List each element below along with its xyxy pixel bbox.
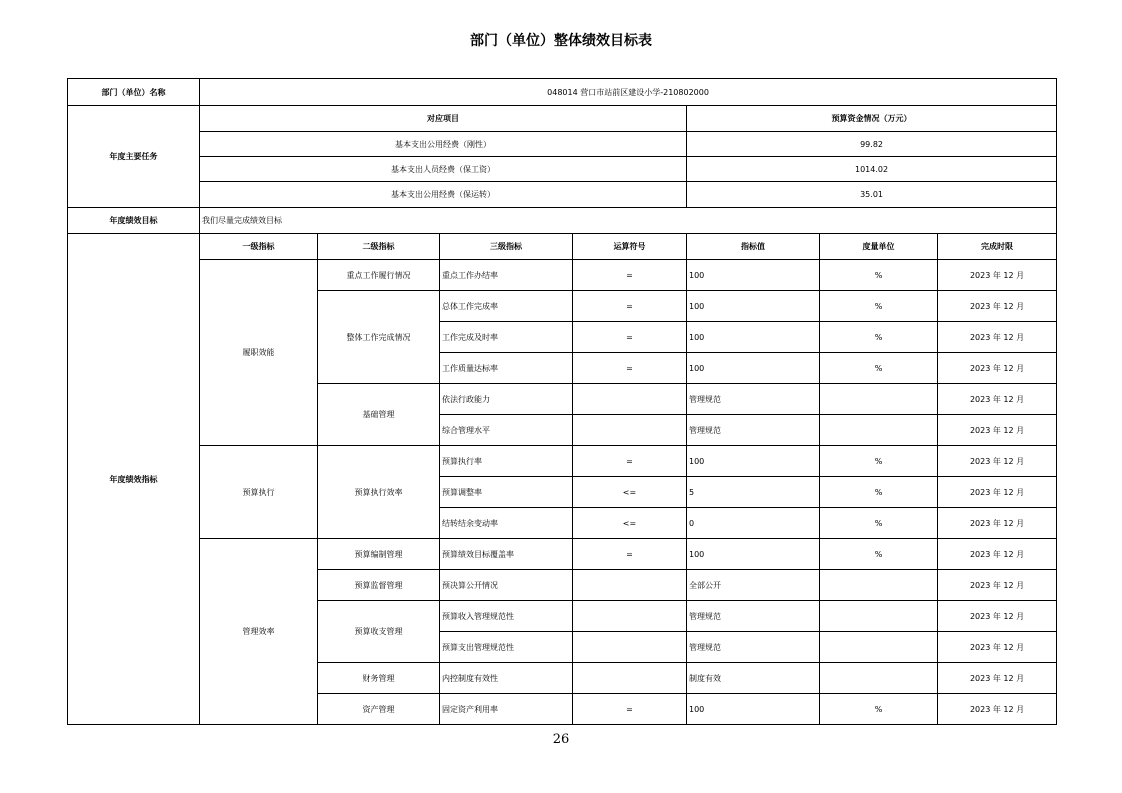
l2-group: 预算编制管理 [318, 539, 440, 570]
l3-cell: 预算支出管理规范性 [440, 632, 573, 663]
time-cell: 2023 年 12 月 [938, 446, 1057, 477]
time-cell: 2023 年 12 月 [938, 694, 1057, 725]
l3-cell: 预算调整率 [440, 477, 573, 508]
l2-group: 预算收支管理 [318, 601, 440, 663]
val-cell: 全部公开 [687, 570, 820, 601]
task-item: 基本支出人员经费（保工资） [200, 157, 687, 182]
val-cell: 管理规范 [687, 632, 820, 663]
indicators-label: 年度绩效指标 [68, 234, 200, 725]
op-cell [573, 384, 687, 415]
op-cell [573, 601, 687, 632]
l1-group: 管理效率 [200, 539, 318, 725]
op-cell: = [573, 291, 687, 322]
op-cell: = [573, 260, 687, 291]
op-cell: <= [573, 508, 687, 539]
val-cell: 5 [687, 477, 820, 508]
op-cell: = [573, 446, 687, 477]
val-cell: 管理规范 [687, 415, 820, 446]
unit-cell [820, 415, 938, 446]
unit-cell: % [820, 260, 938, 291]
l3-cell: 固定资产利用率 [440, 694, 573, 725]
l3-cell: 工作完成及时率 [440, 322, 573, 353]
op-cell [573, 663, 687, 694]
time-cell: 2023 年 12 月 [938, 508, 1057, 539]
time-cell: 2023 年 12 月 [938, 415, 1057, 446]
header-l1: 一级指标 [200, 234, 318, 260]
unit-cell: % [820, 446, 938, 477]
l3-cell: 预算执行率 [440, 446, 573, 477]
time-cell: 2023 年 12 月 [938, 601, 1057, 632]
val-cell: 管理规范 [687, 384, 820, 415]
unit-cell: % [820, 291, 938, 322]
l2-group: 基础管理 [318, 384, 440, 446]
unit-cell: % [820, 694, 938, 725]
header-time: 完成时限 [938, 234, 1057, 260]
val-cell: 制度有效 [687, 663, 820, 694]
l2-group: 整体工作完成情况 [318, 291, 440, 384]
header-l2: 二级指标 [318, 234, 440, 260]
val-cell: 100 [687, 539, 820, 570]
time-cell: 2023 年 12 月 [938, 353, 1057, 384]
op-cell [573, 570, 687, 601]
header-val: 指标值 [687, 234, 820, 260]
time-cell: 2023 年 12 月 [938, 291, 1057, 322]
l3-cell: 重点工作办结率 [440, 260, 573, 291]
l2-group: 财务管理 [318, 663, 440, 694]
l2-group: 资产管理 [318, 694, 440, 725]
op-cell: = [573, 353, 687, 384]
time-cell: 2023 年 12 月 [938, 384, 1057, 415]
time-cell: 2023 年 12 月 [938, 322, 1057, 353]
unit-cell [820, 601, 938, 632]
tasks-header-budget: 预算资金情况（万元） [687, 106, 1057, 132]
task-item: 基本支出公用经费（保运转） [200, 182, 687, 208]
unit-cell [820, 663, 938, 694]
l3-cell: 预算收入管理规范性 [440, 601, 573, 632]
l3-cell: 内控制度有效性 [440, 663, 573, 694]
tasks-header-item: 对应项目 [200, 106, 687, 132]
op-cell: = [573, 322, 687, 353]
val-cell: 100 [687, 260, 820, 291]
unit-cell: % [820, 477, 938, 508]
tasks-label: 年度主要任务 [68, 106, 200, 208]
l3-cell: 总体工作完成率 [440, 291, 573, 322]
op-cell [573, 415, 687, 446]
goal-label: 年度绩效目标 [68, 208, 200, 234]
unit-cell: % [820, 539, 938, 570]
op-cell [573, 632, 687, 663]
header-unit: 度量单位 [820, 234, 938, 260]
header-l3: 三级指标 [440, 234, 573, 260]
task-item: 基本支出公用经费（刚性） [200, 132, 687, 157]
unit-cell: % [820, 322, 938, 353]
l3-cell: 工作质量达标率 [440, 353, 573, 384]
l3-cell: 综合管理水平 [440, 415, 573, 446]
task-budget: 35.01 [687, 182, 1057, 208]
l2-group: 预算执行效率 [318, 446, 440, 539]
page-title: 部门（单位）整体绩效目标表 [470, 33, 652, 49]
l1-group: 履职效能 [200, 260, 318, 446]
time-cell: 2023 年 12 月 [938, 570, 1057, 601]
l3-cell: 预决算公开情况 [440, 570, 573, 601]
unit-cell [820, 632, 938, 663]
time-cell: 2023 年 12 月 [938, 632, 1057, 663]
time-cell: 2023 年 12 月 [938, 663, 1057, 694]
dept-label: 部门（单位）名称 [68, 79, 200, 106]
l2-group: 预算监督管理 [318, 570, 440, 601]
time-cell: 2023 年 12 月 [938, 477, 1057, 508]
l3-cell: 预算绩效目标覆盖率 [440, 539, 573, 570]
val-cell: 100 [687, 694, 820, 725]
l3-cell: 依法行政能力 [440, 384, 573, 415]
l3-cell: 结转结余变动率 [440, 508, 573, 539]
val-cell: 0 [687, 508, 820, 539]
val-cell: 100 [687, 322, 820, 353]
val-cell: 100 [687, 446, 820, 477]
unit-cell: % [820, 353, 938, 384]
header-op: 运算符号 [573, 234, 687, 260]
op-cell: = [573, 694, 687, 725]
val-cell: 100 [687, 291, 820, 322]
task-budget: 1014.02 [687, 157, 1057, 182]
unit-cell [820, 570, 938, 601]
val-cell: 100 [687, 353, 820, 384]
dept-value: 048014 营口市站前区建设小学-210802000 [200, 79, 1057, 106]
unit-cell: % [820, 508, 938, 539]
page-number: 26 [552, 732, 570, 747]
unit-cell [820, 384, 938, 415]
task-budget: 99.82 [687, 132, 1057, 157]
op-cell: <= [573, 477, 687, 508]
time-cell: 2023 年 12 月 [938, 539, 1057, 570]
op-cell: = [573, 539, 687, 570]
time-cell: 2023 年 12 月 [938, 260, 1057, 291]
l1-group: 预算执行 [200, 446, 318, 539]
goal-value: 我们尽量完成绩效目标 [200, 208, 1057, 234]
performance-table [67, 78, 1057, 725]
l2-group: 重点工作履行情况 [318, 260, 440, 291]
val-cell: 管理规范 [687, 601, 820, 632]
